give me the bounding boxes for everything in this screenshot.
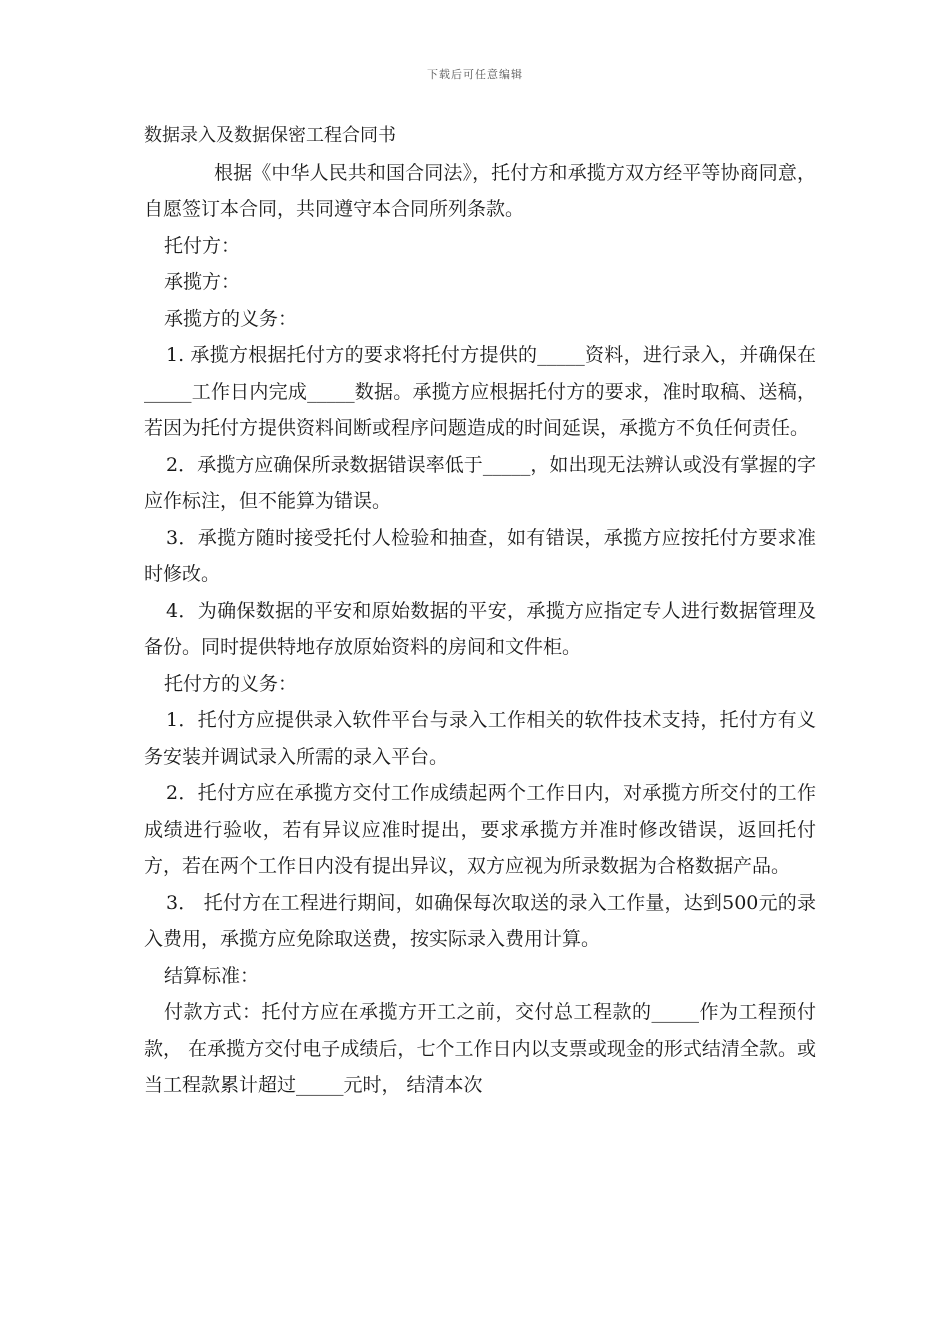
contractor-duty-item: 1. 承揽方根据托付方的要求将托付方提供的_____资料，进行录入，并确保在_____工作日内完成_____数据。承揽方应根据托付方的要求，准时取稿、送稿，若因为托付方提供资料间断或程序问题造成的时间延误，承揽方不负任何责任。 <box>144 344 816 439</box>
client-duty-item: 1．托付方应提供录入软件平台与录入工作相关的软件技术支持，托付方有义务安装并调试录入所需的录入平台。 <box>144 709 816 768</box>
party-b-label: 承揽方： <box>164 271 241 293</box>
party-a-label: 托付方： <box>164 234 241 257</box>
document-title: 数据录入及数据保密工程合同书 <box>144 125 396 146</box>
payment-paragraph: 付款方式：托付方应在承揽方开工之前，交付总工程款的_____作为工程预付款， 在承揽方交付电子成绩后，七个工作日内以支票或现金的形式结清全款。或当工程款累计超过_____元时， 结清本次 <box>144 1001 816 1096</box>
client-duties-heading: 托付方的义务： <box>164 672 298 695</box>
client-duty-item: 3． 托付方在工程进行期间，如确保每次取送的录入工作量，达到500元的录入费用，承揽方应免除取送费，按实际录入费用计算。 <box>144 891 816 950</box>
settlement-heading: 结算标准： <box>164 964 260 987</box>
contractor-duty-item: 3．承揽方随时接受托付人检验和抽查，如有错误，承揽方应按托付方要求准时修改。 <box>144 526 816 585</box>
contract-body <box>144 118 816 1104</box>
contractor-duty-item: 4．为确保数据的平安和原始数据的平安，承揽方应指定专人进行数据管理及备份。同时提供特地存放原始资料的房间和文件柜。 <box>144 599 816 658</box>
contractor-duty-item: 2．承揽方应确保所录数据错误率低于_____，如出现无法辨认或没有掌握的字应作标注，但不能算为错误。 <box>144 453 816 512</box>
client-duty-item: 2．托付方应在承揽方交付工作成绩起两个工作日内，对承揽方所交付的工作成绩进行验收，若有异议应准时提出，要求承揽方并准时修改错误，返回托付方，若在两个工作日内没有提出异议，双方应视为所录数据为合格数据产品。 <box>144 782 816 877</box>
intro-paragraph: 根据《中华人民共和国合同法》，托付方和承揽方双方经平等协商同意，自愿签订本合同，共同遵守本合同所列条款。 <box>144 161 816 220</box>
contractor-duties-heading: 承揽方的义务： <box>164 307 298 330</box>
header-note: 下载后可任意编辑 <box>427 68 523 81</box>
